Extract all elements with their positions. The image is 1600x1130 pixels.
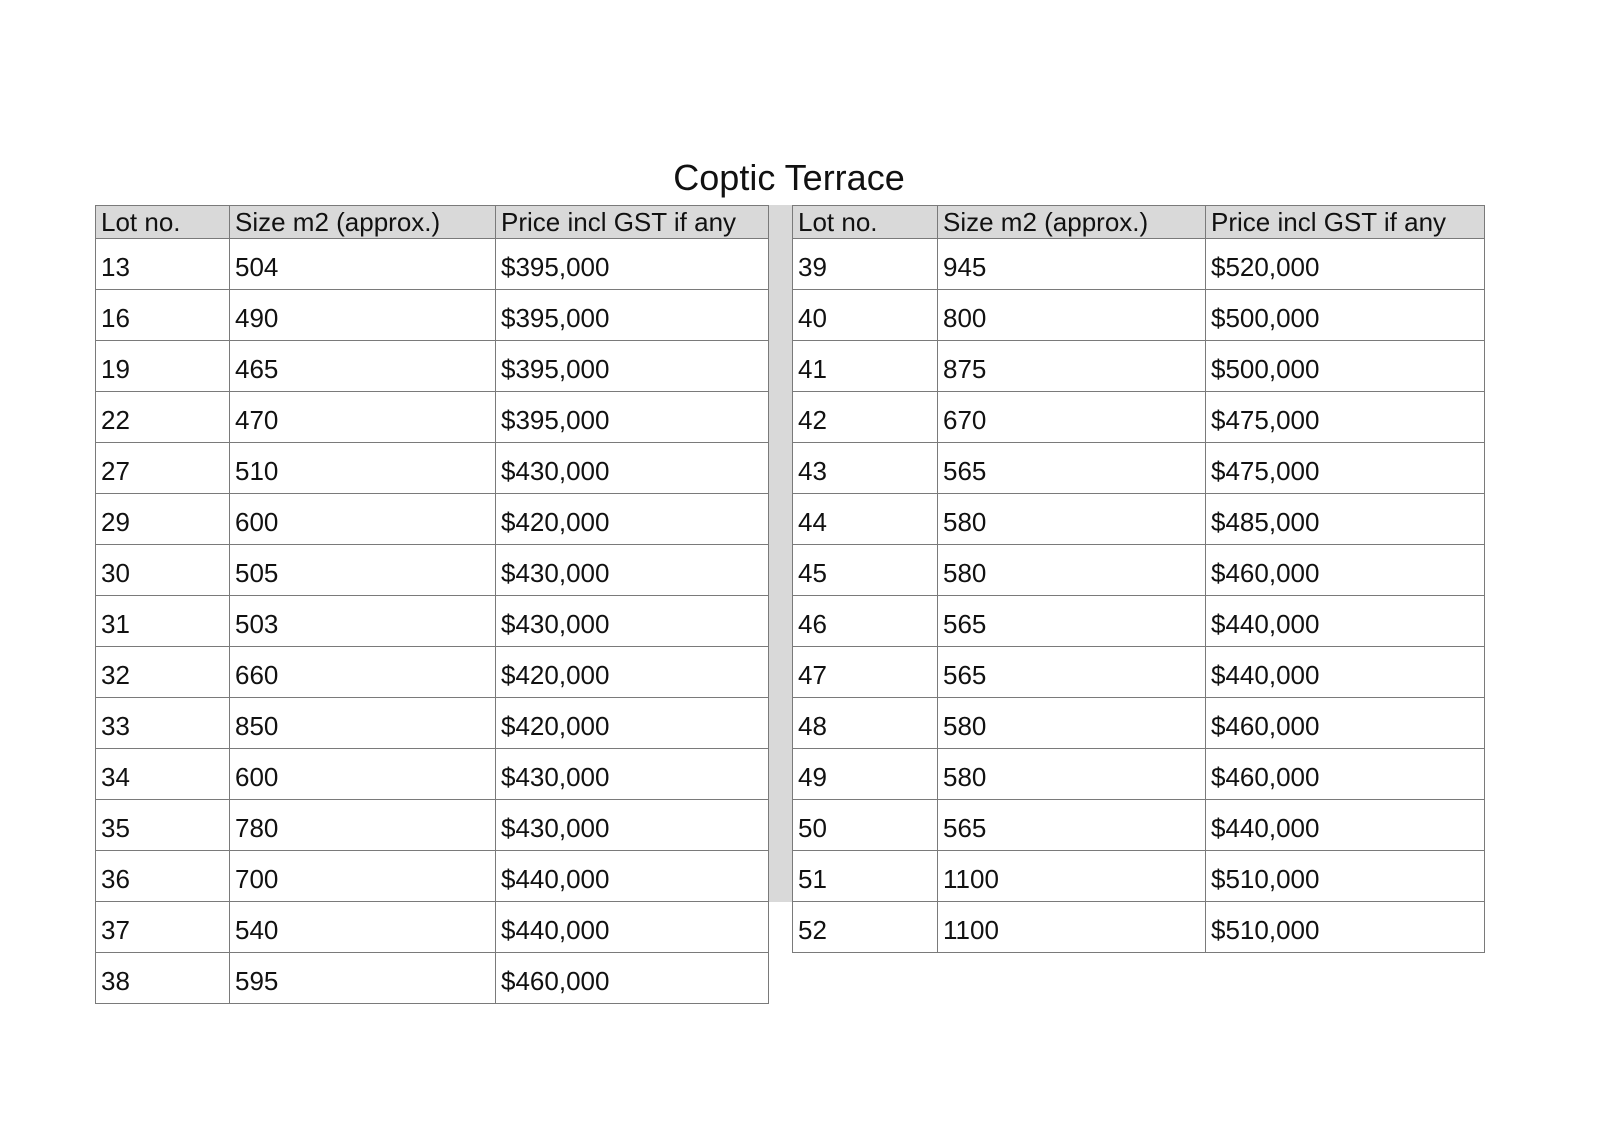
lot-number-cell: 46: [793, 596, 938, 647]
price-cell: $500,000: [1206, 290, 1485, 341]
price-cell: $440,000: [496, 851, 769, 902]
price-cell: $420,000: [496, 647, 769, 698]
table-row: [793, 698, 1485, 749]
size-cell: 565: [938, 596, 1206, 647]
lot-number-cell: 22: [96, 392, 230, 443]
lot-number-cell: 19: [96, 341, 230, 392]
price-cell: $430,000: [496, 800, 769, 851]
price-cell: $510,000: [1206, 902, 1485, 953]
size-cell: 565: [938, 443, 1206, 494]
lot-number-cell: 34: [96, 749, 230, 800]
table-row: [793, 443, 1485, 494]
size-cell: 580: [938, 749, 1206, 800]
column-header-size: Size m2 (approx.): [230, 206, 496, 239]
size-cell: 540: [230, 902, 496, 953]
size-cell: 800: [938, 290, 1206, 341]
table-separator: [768, 205, 792, 902]
lot-number-cell: 35: [96, 800, 230, 851]
size-cell: 580: [938, 545, 1206, 596]
price-cell: $500,000: [1206, 341, 1485, 392]
table-row: [793, 800, 1485, 851]
size-cell: 580: [938, 698, 1206, 749]
price-cell: $475,000: [1206, 443, 1485, 494]
table-header-row: [793, 206, 1485, 239]
price-cell: $460,000: [1206, 749, 1485, 800]
size-cell: 565: [938, 800, 1206, 851]
price-cell: $520,000: [1206, 239, 1485, 290]
lot-number-cell: 30: [96, 545, 230, 596]
table-row: [96, 698, 769, 749]
table-row: [96, 392, 769, 443]
table-row: [96, 953, 769, 1004]
lot-number-cell: 31: [96, 596, 230, 647]
lot-number-cell: 44: [793, 494, 938, 545]
lot-number-cell: 47: [793, 647, 938, 698]
table-row: [793, 239, 1485, 290]
lot-number-cell: 45: [793, 545, 938, 596]
price-cell: $430,000: [496, 443, 769, 494]
size-cell: 850: [230, 698, 496, 749]
size-cell: 1100: [938, 902, 1206, 953]
page-title: Coptic Terrace: [673, 157, 905, 198]
table-row: [96, 290, 769, 341]
lot-number-cell: 33: [96, 698, 230, 749]
table-row: [96, 494, 769, 545]
lot-number-cell: 49: [793, 749, 938, 800]
column-header-size: Size m2 (approx.): [938, 206, 1206, 239]
size-cell: 504: [230, 239, 496, 290]
price-cell: $440,000: [1206, 647, 1485, 698]
price-cell: $460,000: [496, 953, 769, 1004]
table-row: [793, 749, 1485, 800]
lot-number-cell: 37: [96, 902, 230, 953]
size-cell: 580: [938, 494, 1206, 545]
table-row: [793, 647, 1485, 698]
table-row: [96, 749, 769, 800]
size-cell: 600: [230, 494, 496, 545]
price-cell: $460,000: [1206, 698, 1485, 749]
lot-number-cell: 52: [793, 902, 938, 953]
lot-number-cell: 32: [96, 647, 230, 698]
size-cell: 700: [230, 851, 496, 902]
size-cell: 1100: [938, 851, 1206, 902]
lot-price-table-left: [95, 205, 769, 1004]
price-cell: $440,000: [496, 902, 769, 953]
table-row: [96, 902, 769, 953]
table-row: [96, 341, 769, 392]
lot-number-cell: 41: [793, 341, 938, 392]
lot-number-cell: 38: [96, 953, 230, 1004]
table-row: [96, 800, 769, 851]
price-cell: $430,000: [496, 749, 769, 800]
size-cell: 503: [230, 596, 496, 647]
lot-number-cell: 39: [793, 239, 938, 290]
price-cell: $430,000: [496, 596, 769, 647]
lot-number-cell: 13: [96, 239, 230, 290]
table-header-row: [96, 206, 769, 239]
price-cell: $510,000: [1206, 851, 1485, 902]
size-cell: 505: [230, 545, 496, 596]
price-cell: $440,000: [1206, 596, 1485, 647]
lot-number-cell: 43: [793, 443, 938, 494]
lot-number-cell: 48: [793, 698, 938, 749]
price-cell: $395,000: [496, 341, 769, 392]
lot-number-cell: 36: [96, 851, 230, 902]
size-cell: 670: [938, 392, 1206, 443]
size-cell: 875: [938, 341, 1206, 392]
size-cell: 565: [938, 647, 1206, 698]
lot-number-cell: 16: [96, 290, 230, 341]
lot-number-cell: 40: [793, 290, 938, 341]
table-row: [96, 545, 769, 596]
table-row: [793, 494, 1485, 545]
table-row: [96, 239, 769, 290]
price-cell: $460,000: [1206, 545, 1485, 596]
table-row: [793, 902, 1485, 953]
price-cell: $395,000: [496, 290, 769, 341]
table-row: [793, 851, 1485, 902]
table-row: [793, 341, 1485, 392]
table-row: [96, 851, 769, 902]
lot-price-table-right: [792, 205, 1485, 953]
table-row: [96, 647, 769, 698]
price-cell: $420,000: [496, 494, 769, 545]
price-cell: $395,000: [496, 239, 769, 290]
size-cell: 510: [230, 443, 496, 494]
size-cell: 465: [230, 341, 496, 392]
price-cell: $420,000: [496, 698, 769, 749]
size-cell: 600: [230, 749, 496, 800]
lot-number-cell: 42: [793, 392, 938, 443]
price-cell: $430,000: [496, 545, 769, 596]
lot-number-cell: 50: [793, 800, 938, 851]
table-row: [793, 392, 1485, 443]
table-row: [793, 545, 1485, 596]
price-cell: $475,000: [1206, 392, 1485, 443]
size-cell: 660: [230, 647, 496, 698]
table-row: [793, 290, 1485, 341]
lot-number-cell: 51: [793, 851, 938, 902]
size-cell: 945: [938, 239, 1206, 290]
column-header-lot: Lot no.: [96, 206, 230, 239]
column-header-price: Price incl GST if any: [1206, 206, 1485, 239]
size-cell: 780: [230, 800, 496, 851]
size-cell: 595: [230, 953, 496, 1004]
lot-number-cell: 27: [96, 443, 230, 494]
size-cell: 470: [230, 392, 496, 443]
lot-number-cell: 29: [96, 494, 230, 545]
table-row: [96, 443, 769, 494]
table-row: [793, 596, 1485, 647]
price-cell: $440,000: [1206, 800, 1485, 851]
price-cell: $485,000: [1206, 494, 1485, 545]
table-row: [96, 596, 769, 647]
size-cell: 490: [230, 290, 496, 341]
column-header-lot: Lot no.: [793, 206, 938, 239]
column-header-price: Price incl GST if any: [496, 206, 769, 239]
price-cell: $395,000: [496, 392, 769, 443]
